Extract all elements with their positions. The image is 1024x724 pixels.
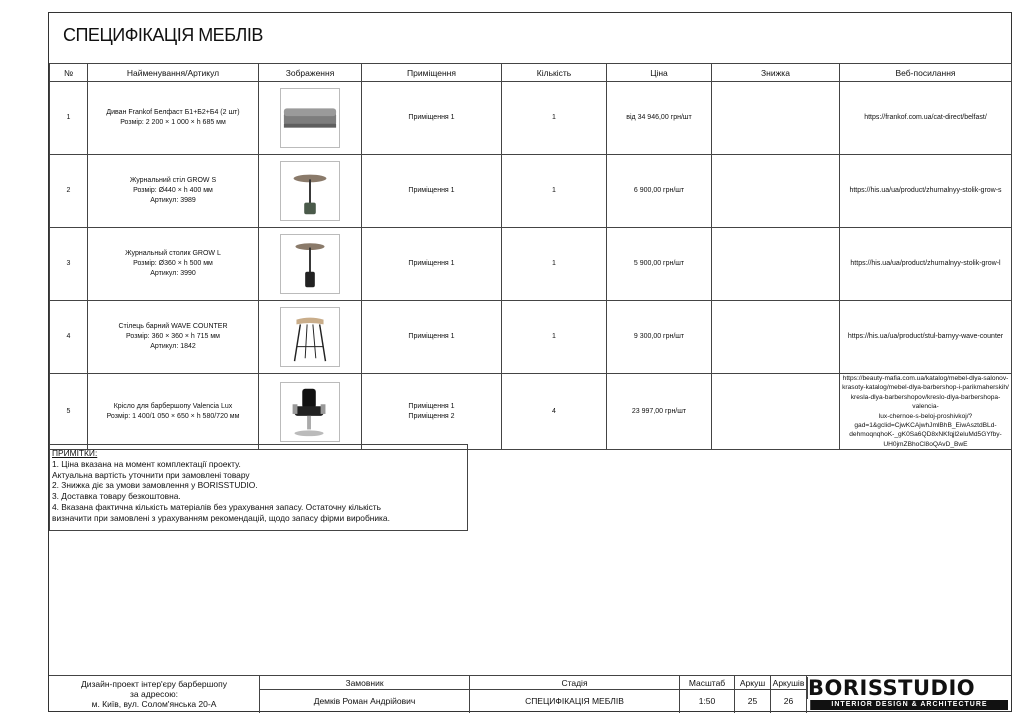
customer-label: Замовник [259, 676, 469, 690]
item-quantity: 1 [502, 82, 607, 155]
item-name-line: Стілець барний WAVE COUNTER [118, 323, 228, 330]
note-line: Актуальна вартість уточнити при замовлені товару [52, 469, 250, 480]
item-quantity: 4 [502, 374, 607, 450]
col-image: Зображення [259, 64, 362, 82]
link-line[interactable]: UH0jmZBhoCl8oQAvD_BwE [883, 440, 968, 448]
row-number: 3 [50, 228, 88, 301]
item-image-cell [259, 301, 362, 374]
table-row [50, 228, 1012, 301]
scale-label: Масштаб [679, 676, 734, 690]
note-line: 4. Вказана фактична кількість матеріалів без урахування запасу. Остаточну кількість [52, 501, 382, 512]
item-link[interactable] [840, 374, 1012, 450]
item-link[interactable] [840, 301, 1012, 374]
item-room [362, 155, 502, 228]
item-room [362, 301, 502, 374]
item-link[interactable] [840, 82, 1012, 155]
col-room: Приміщення [362, 64, 502, 82]
sheets-label: Аркушів [770, 676, 806, 690]
item-quantity: 1 [502, 301, 607, 374]
table-row [50, 301, 1012, 374]
specification-table [49, 63, 1012, 450]
note-line: визначити при замовлені з урахуванням рекомендацій, щодо запасу фірми виробника. [52, 512, 390, 523]
col-price: Ціна [607, 64, 712, 82]
item-sku-line: Артикул: 1842 [150, 343, 196, 350]
item-size-line: Розмір: Ø440 × h 400 мм [133, 187, 213, 194]
scale-value: 1:50 [679, 690, 734, 713]
table-header-row [50, 64, 1012, 82]
item-discount [712, 155, 840, 228]
link-line[interactable]: kresla-dlya-barbershopov/kreslo-dlya-barbershopa-valencia- [850, 393, 1001, 411]
item-size-line: Розмір: Ø360 × h 500 мм [133, 260, 213, 267]
table-row [50, 155, 1012, 228]
item-quantity: 1 [502, 228, 607, 301]
title-block [49, 675, 1011, 713]
link-line[interactable]: https://his.ua/ua/product/zhurnalnyy-stolik-grow-s [849, 187, 1002, 194]
item-quantity: 1 [502, 155, 607, 228]
row-number: 1 [50, 82, 88, 155]
col-link: Веб-посилання [840, 64, 1012, 82]
item-room [362, 82, 502, 155]
item-link[interactable] [840, 155, 1012, 228]
item-name [88, 228, 259, 301]
item-price: від 34 946,00 грн/шт [607, 82, 712, 155]
col-quantity: Кількість [502, 64, 607, 82]
item-sku-line: Артикул: 3989 [150, 197, 196, 204]
project-line: Дизайн-проект інтер'єру барбершопу [80, 679, 228, 689]
sheets-value: 26 [770, 690, 806, 713]
page-title: СПЕЦИФІКАЦІЯ МЕБЛІВ [63, 25, 263, 45]
table-row [50, 374, 1012, 450]
item-name-line: Журнальний стіл GROW S [129, 177, 217, 184]
stage-label: Стадія [469, 676, 679, 690]
item-room [362, 374, 502, 450]
item-image-cell [259, 155, 362, 228]
col-number: № [50, 64, 88, 82]
notes-heading: ПРИМІТКИ: [52, 448, 98, 458]
project-line: м. Київ, вул. Солом'янська 20-А [91, 699, 217, 709]
side-table-image [280, 234, 340, 294]
item-price: 23 997,00 грн/шт [607, 374, 712, 450]
sheet-value: 25 [734, 690, 770, 713]
item-price: 5 900,00 грн/шт [607, 228, 712, 301]
item-name-line: Крісло для барбершопу Valencia Lux [113, 402, 233, 410]
item-name [88, 82, 259, 155]
barber-chair-image [280, 382, 340, 442]
item-price: 9 300,00 грн/шт [607, 301, 712, 374]
customer-value: Демків Роман Андрійович [259, 690, 469, 713]
room-line: Приміщення 1 [408, 333, 455, 340]
item-size-line: Розмір: 2 200 × 1 000 × h 685 мм [120, 119, 226, 126]
room-line: Приміщення 1 [408, 114, 455, 121]
table-row [50, 82, 1012, 155]
side-table-image [280, 161, 340, 221]
item-image-cell [259, 82, 362, 155]
sheet-label: Аркуш [734, 676, 770, 690]
item-sku-line: Артикул: 3990 [150, 270, 196, 277]
col-discount: Знижка [712, 64, 840, 82]
note-line: 1. Ціна вказана на момент комплектації проекту. [52, 458, 241, 469]
item-size-line: Розмір: 1 400/1 050 × 650 × h 580/720 мм [106, 412, 240, 420]
item-name [88, 374, 259, 450]
logo-name: BORISSTUDIO [808, 677, 976, 699]
room-line: Приміщення 1 [408, 402, 455, 410]
bar-stool-image [280, 307, 340, 367]
link-line[interactable]: krasoty-katalog/mebel-dlya-barbershop-i-parikmaherskih/ [842, 384, 1009, 392]
item-name [88, 301, 259, 374]
item-name-line: Журнальный столик GROW L [125, 250, 221, 257]
link-line[interactable]: gad=1&gclid=CjwKCAjwhJmlBhB_EiwAsztdBLd- [854, 422, 997, 430]
notes-box [49, 444, 468, 531]
col-name: Найменування/Артикул [88, 64, 259, 82]
link-line[interactable]: https://beauty-mafia.com.ua/katalog/mebel-dlya-salonov- [842, 375, 1009, 382]
note-line: 2. Знижка діє за умови замовлення у BORISSTUDIO. [52, 480, 258, 491]
room-line: Приміщення 1 [408, 260, 455, 267]
item-size-line: Розмір: 360 × 360 × h 715 мм [126, 333, 220, 340]
item-image-cell [259, 374, 362, 450]
item-price: 6 900,00 грн/шт [607, 155, 712, 228]
note-line: 3. Доставка товару безкоштовна. [52, 491, 181, 502]
item-discount [712, 228, 840, 301]
stage-value: СПЕЦИФІКАЦІЯ МЕБЛІВ [469, 690, 679, 713]
studio-logo [806, 676, 1011, 713]
row-number: 2 [50, 155, 88, 228]
logo-tagline: INTERIOR DESIGN & ARCHITECTURE [810, 700, 1008, 710]
item-link[interactable] [840, 228, 1012, 301]
room-line: Приміщення 2 [408, 412, 455, 420]
item-name-line: Диван Frankof Белфаст Б1+Б2+Б4 (2 шт) [106, 109, 240, 116]
drawing-sheet [48, 12, 1012, 712]
item-room [362, 228, 502, 301]
room-line: Приміщення 1 [408, 187, 455, 194]
project-line: за адресою: [130, 689, 178, 699]
item-image-cell [259, 228, 362, 301]
link-line[interactable]: https://frankof.com.ua/cat-direct/belfast/ [864, 114, 987, 121]
item-discount [712, 82, 840, 155]
link-line[interactable]: https://his.ua/ua/product/zhurnalnyy-stolik-grow-l [850, 260, 1001, 267]
sofa-image [280, 88, 340, 148]
item-discount [712, 374, 840, 450]
row-number: 5 [50, 374, 88, 450]
link-line[interactable]: dehmoqnqhoK-_gK0Sa6QD8xNKfqjl2eluMd5GYfby- [849, 431, 1002, 439]
project-description [49, 676, 259, 713]
link-line[interactable]: lux-chernoe-s-beloj-proshivkoj/? [878, 412, 973, 420]
row-number: 4 [50, 301, 88, 374]
link-line[interactable]: https://his.ua/ua/product/stul-barnyy-wave-counter [847, 333, 1004, 340]
item-name [88, 155, 259, 228]
item-discount [712, 301, 840, 374]
